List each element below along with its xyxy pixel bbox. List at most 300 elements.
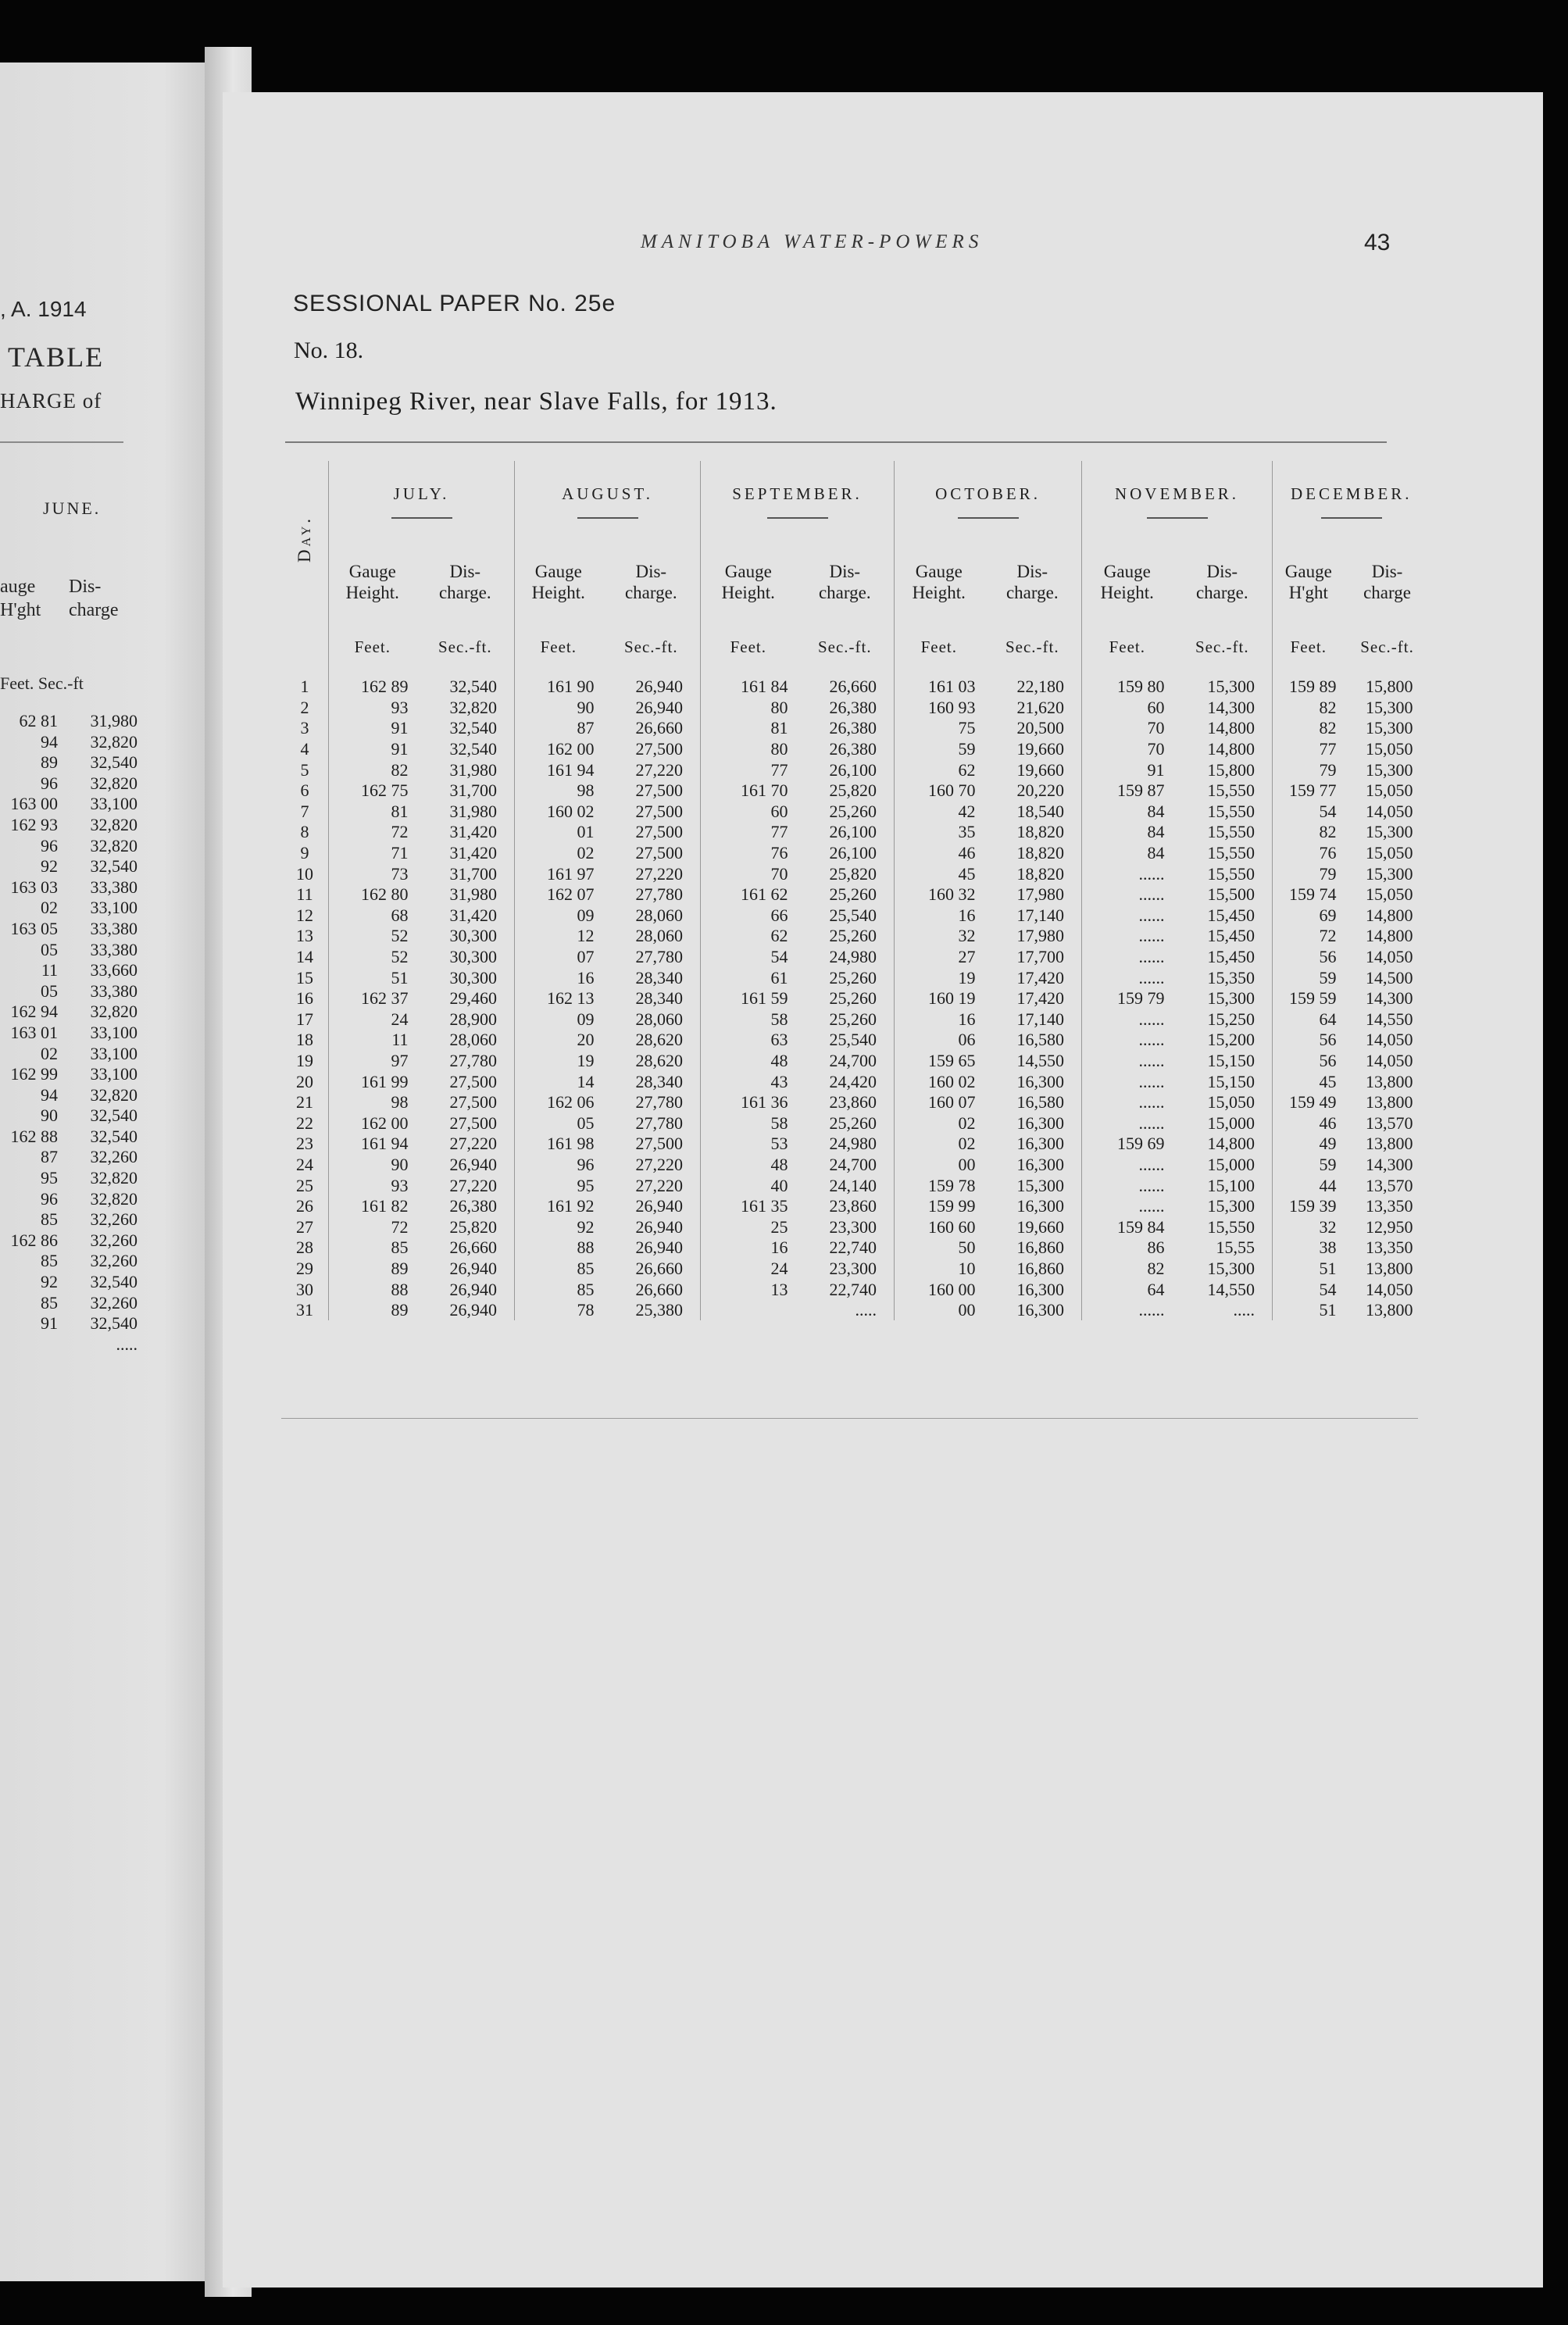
left-discharge-cell: 32,820 — [90, 773, 138, 793]
left-gauge-cell: 05 — [41, 980, 58, 1001]
gauge-height-cell: 88 — [329, 1279, 416, 1300]
gauge-height-cell: 97 — [329, 1051, 416, 1072]
table-body — [281, 677, 1430, 1320]
gauge-height-cell: 50 — [895, 1238, 984, 1259]
table-row — [281, 884, 1430, 905]
discharge-cell: 31,420 — [449, 843, 498, 863]
gauge-height-cell: 01 — [515, 822, 602, 843]
day-number: 1 — [281, 677, 329, 698]
day-number: 2 — [281, 698, 329, 719]
day-number: 4 — [281, 739, 329, 760]
gauge-height-cell: 86 — [1082, 1238, 1173, 1259]
discharge-cell: 25,540 — [829, 1030, 877, 1050]
discharge-cell: 27,780 — [635, 884, 684, 905]
table-row — [281, 1300, 1430, 1321]
day-number: 7 — [281, 802, 329, 823]
discharge-cell: 27,500 — [635, 739, 684, 759]
discharge-cell: 32,540 — [449, 718, 498, 738]
day-number: 23 — [281, 1134, 329, 1155]
table-row — [281, 967, 1430, 988]
gauge-height-cell: 159 78 — [895, 1175, 984, 1196]
discharge-cell: 15,300 — [1207, 988, 1255, 1009]
table-row — [281, 1238, 1430, 1259]
gauge-height-cell: 160 07 — [895, 1092, 984, 1113]
table-row — [281, 1092, 1430, 1113]
gauge-height-cell: ...... — [1082, 1051, 1173, 1072]
discharge-cell: 16,580 — [1016, 1092, 1065, 1112]
left-gauge-cell — [0, 1334, 58, 1355]
left-gauge-cell: 96 — [41, 835, 58, 855]
discharge-cell: 15,450 — [1207, 947, 1255, 967]
discharge-cell: 15,300 — [1207, 1196, 1255, 1216]
gauge-height-cell: 24 — [701, 1259, 796, 1280]
month-rule — [577, 517, 638, 519]
gauge-height-cell: 93 — [329, 698, 416, 719]
discharge-cell: 14,550 — [1366, 1009, 1413, 1029]
units-row — [281, 617, 1430, 677]
month-label-november: NOVEMBER. — [1114, 484, 1240, 503]
table-number: No. 18. — [294, 338, 364, 363]
gauge-height-cell: 161 97 — [515, 863, 602, 884]
left-gauge-cell: 85 — [41, 1292, 58, 1312]
discharge-cell: 28,340 — [635, 1071, 684, 1091]
gauge-height-cell: 52 — [329, 947, 416, 968]
table-row — [281, 1030, 1430, 1051]
gauge-height-cell: 12 — [515, 926, 602, 947]
left-gauge-cell: 162 88 — [10, 1126, 58, 1146]
gauge-height-cell: 05 — [515, 1112, 602, 1134]
discharge-cell: 20,500 — [1016, 718, 1065, 738]
discharge-cell: 15,300 — [1366, 759, 1413, 780]
gauge-height-cell: ...... — [1082, 947, 1173, 968]
month-rule — [767, 517, 828, 519]
gauge-height-cell: 54 — [701, 947, 796, 968]
month-rule — [1321, 517, 1382, 519]
day-number: 19 — [281, 1051, 329, 1072]
gauge-height-cell: 161 94 — [329, 1134, 416, 1155]
discharge-cell: 30,300 — [449, 967, 498, 988]
discharge-cell: 27,500 — [449, 1112, 498, 1133]
gauge-height-cell: 81 — [701, 718, 796, 739]
gauge-height-cell: 162 00 — [515, 739, 602, 760]
discharge-cell: 32,540 — [449, 739, 498, 759]
month-rule — [1147, 517, 1208, 519]
table-row — [281, 718, 1430, 739]
discharge-cell: 31,420 — [449, 905, 498, 925]
discharge-cell: 13,350 — [1366, 1196, 1413, 1216]
discharge-cell: 15,550 — [1207, 822, 1255, 842]
left-discharge-cell: 33,100 — [90, 794, 138, 814]
discharge-cell: 27,500 — [635, 822, 684, 842]
gauge-height-cell: 162 75 — [329, 780, 416, 802]
left-discharge-cell: 32,820 — [90, 1002, 138, 1022]
gauge-height-cell: 160 02 — [895, 1071, 984, 1092]
discharge-cell: 25,820 — [829, 780, 877, 801]
discharge-cell: 30,300 — [449, 947, 498, 967]
discharge-cell: 15,550 — [1207, 801, 1255, 821]
gauge-height-cell: 85 — [515, 1259, 602, 1280]
discharge-cell: 14,050 — [1366, 947, 1413, 967]
discharge-cell: 13,800 — [1366, 1071, 1413, 1091]
table-row — [281, 1175, 1430, 1196]
gauge-height-cell: 75 — [895, 718, 984, 739]
left-gauge-cell: 96 — [41, 773, 58, 793]
bottom-rule — [281, 1418, 1418, 1419]
gauge-height-header: Gauge Height. — [701, 547, 796, 617]
discharge-cell: 27,500 — [635, 801, 684, 821]
gauge-height-cell: 159 89 — [1273, 677, 1345, 698]
left-discharge-cell: 31,980 — [90, 711, 138, 730]
gauge-height-cell: 82 — [1273, 698, 1345, 719]
gauge-height-cell: 162 89 — [329, 677, 416, 698]
discharge-cell: 13,570 — [1366, 1112, 1413, 1133]
discharge-cell: 15,100 — [1207, 1175, 1255, 1195]
gauge-height-cell: ...... — [1082, 1155, 1173, 1176]
gauge-height-cell: ...... — [1082, 1175, 1173, 1196]
day-number: 9 — [281, 843, 329, 864]
gauge-height-cell: 159 87 — [1082, 780, 1173, 802]
discharge-cell: 27,500 — [449, 1071, 498, 1091]
discharge-cell: 14,550 — [1016, 1050, 1065, 1070]
left-discharge-header: Dis- charge — [69, 577, 119, 620]
discharge-cell: 26,940 — [449, 1154, 498, 1174]
gauge-height-cell: 46 — [1273, 1112, 1345, 1134]
month-label-july: JULY. — [393, 484, 450, 503]
left-gauge-header: auge H'ght — [0, 577, 41, 620]
gauge-height-cell: 161 59 — [701, 988, 796, 1009]
gauge-height-cell: 78 — [515, 1300, 602, 1321]
table-row — [281, 759, 1430, 780]
discharge-cell: 18,820 — [1016, 843, 1065, 863]
discharge-cell: 15,150 — [1207, 1071, 1255, 1091]
discharge-cell: 26,660 — [829, 677, 877, 697]
gauge-height-cell: 14 — [515, 1071, 602, 1092]
gauge-height-cell: 161 92 — [515, 1196, 602, 1217]
discharge-cell: 15,300 — [1366, 863, 1413, 884]
discharge-cell: ..... — [855, 1300, 877, 1320]
discharge-cell: 26,660 — [635, 1258, 684, 1278]
day-number: 22 — [281, 1112, 329, 1134]
gauge-height-cell: 95 — [515, 1175, 602, 1196]
discharge-cell: 25,260 — [829, 967, 877, 988]
discharge-cell: 25,820 — [449, 1216, 498, 1237]
gauge-height-cell: 32 — [1273, 1216, 1345, 1238]
gauge-height-cell: 92 — [515, 1216, 602, 1238]
gauge-height-cell: 54 — [1273, 802, 1345, 823]
gauge-height-cell: 48 — [701, 1051, 796, 1072]
gauge-height-cell: 72 — [329, 822, 416, 843]
feet-unit: Feet. — [895, 617, 984, 677]
left-gauge-cell: 94 — [41, 731, 58, 752]
gauge-height-cell: 159 77 — [1273, 780, 1345, 802]
discharge-cell: 26,380 — [829, 718, 877, 738]
left-discharge-cell: 32,540 — [90, 1126, 138, 1146]
gauge-height-cell: 77 — [1273, 739, 1345, 760]
gauge-height-cell: 162 80 — [329, 884, 416, 905]
discharge-cell: 15,500 — [1207, 884, 1255, 905]
discharge-cell: 17,140 — [1016, 905, 1065, 925]
discharge-cell: 26,940 — [635, 1216, 684, 1237]
feet-unit: Feet. — [515, 617, 602, 677]
gauge-height-cell: 160 70 — [895, 780, 984, 802]
discharge-table — [281, 461, 1430, 1320]
gauge-height-cell: 11 — [329, 1030, 416, 1051]
discharge-cell: 26,660 — [449, 1238, 498, 1258]
day-number: 29 — [281, 1259, 329, 1280]
gauge-height-cell: 76 — [701, 843, 796, 864]
gauge-height-cell: 56 — [1273, 1051, 1345, 1072]
discharge-cell: 23,860 — [829, 1092, 877, 1112]
discharge-cell: 22,740 — [829, 1279, 877, 1299]
gauge-height-cell: 98 — [329, 1092, 416, 1113]
left-gauge-cell: 89 — [41, 752, 58, 773]
gauge-height-header: Gauge Height. — [1082, 547, 1173, 617]
discharge-cell: 24,980 — [829, 1134, 877, 1154]
table-row — [281, 677, 1430, 698]
gauge-height-header: Gauge Height. — [895, 547, 984, 617]
discharge-cell: 16,300 — [1016, 1300, 1065, 1320]
day-number: 25 — [281, 1175, 329, 1196]
discharge-cell: 28,340 — [635, 988, 684, 1009]
left-gauge-cell: 62 81 — [19, 711, 58, 730]
month-rule — [391, 517, 452, 519]
month-header-october — [895, 461, 1082, 547]
table-row — [281, 1279, 1430, 1300]
gauge-height-cell: 51 — [329, 967, 416, 988]
gauge-height-cell: 79 — [1273, 863, 1345, 884]
gauge-height-cell: 38 — [1273, 1238, 1345, 1259]
discharge-cell: 22,180 — [1016, 677, 1065, 697]
left-discharge-cell: 33,380 — [90, 939, 138, 959]
table-row — [281, 863, 1430, 884]
day-number: 3 — [281, 718, 329, 739]
discharge-cell: 16,300 — [1016, 1279, 1065, 1299]
left-gauge-cell: 85 — [41, 1209, 58, 1230]
discharge-cell: 15,350 — [1207, 967, 1255, 988]
gauge-height-cell: 90 — [329, 1155, 416, 1176]
gauge-height-cell: 16 — [895, 1009, 984, 1030]
left-gauge-cell: 96 — [41, 1188, 58, 1209]
gauge-height-cell: 66 — [701, 905, 796, 927]
gauge-height-cell: 60 — [701, 802, 796, 823]
left-discharge-cell: 32,820 — [90, 1188, 138, 1209]
left-discharge-cell: 33,100 — [90, 1022, 138, 1042]
gauge-height-cell: 161 98 — [515, 1134, 602, 1155]
gauge-height-cell: 77 — [701, 822, 796, 843]
gauge-height-cell: 81 — [329, 802, 416, 823]
gauge-height-cell: 76 — [1273, 843, 1345, 864]
left-gauge-cell: 162 86 — [10, 1230, 58, 1250]
discharge-cell: 28,060 — [449, 1030, 498, 1050]
gauge-height-cell: 16 — [701, 1238, 796, 1259]
table-row — [281, 822, 1430, 843]
gauge-height-cell: 07 — [515, 947, 602, 968]
discharge-cell: 17,980 — [1016, 884, 1065, 905]
gauge-height-cell: 48 — [701, 1155, 796, 1176]
discharge-cell: 14,500 — [1366, 967, 1413, 988]
table-row — [281, 1134, 1430, 1155]
gauge-height-cell: 161 35 — [701, 1196, 796, 1217]
day-number: 11 — [281, 884, 329, 905]
discharge-cell: 17,420 — [1016, 988, 1065, 1009]
discharge-cell: 16,580 — [1016, 1030, 1065, 1050]
discharge-header: Dis- charge. — [1005, 562, 1059, 602]
gauge-height-cell: 70 — [701, 863, 796, 884]
gauge-height-cell: 09 — [515, 905, 602, 927]
secft-unit: Sec.-ft. — [623, 637, 678, 656]
sessional-paper: SESSIONAL PAPER No. 25e — [293, 291, 616, 316]
gauge-height-cell: 159 49 — [1273, 1092, 1345, 1113]
discharge-cell: 14,050 — [1366, 1050, 1413, 1070]
discharge-cell: 13,800 — [1366, 1134, 1413, 1154]
discharge-cell: 17,980 — [1016, 926, 1065, 946]
secft-unit: Sec.-ft. — [1195, 637, 1249, 656]
gauge-height-cell: 63 — [701, 1030, 796, 1051]
gauge-height-cell: 162 06 — [515, 1092, 602, 1113]
secft-unit: Sec.-ft. — [1360, 637, 1414, 656]
table-row — [281, 988, 1430, 1009]
table-row — [281, 1051, 1430, 1072]
gauge-height-cell: 80 — [701, 698, 796, 719]
gauge-height-cell: 72 — [329, 1216, 416, 1238]
gauge-height-cell: 162 00 — [329, 1112, 416, 1134]
left-gauge-cell: 163 05 — [10, 918, 58, 938]
gauge-height-cell: 40 — [701, 1175, 796, 1196]
month-rule — [958, 517, 1019, 519]
discharge-cell: 15,050 — [1366, 739, 1413, 759]
table-row — [281, 1112, 1430, 1134]
feet-unit: Feet. — [1273, 617, 1345, 677]
gauge-height-cell: 02 — [515, 843, 602, 864]
gauge-height-cell: 79 — [1273, 759, 1345, 780]
gauge-height-cell: 43 — [701, 1071, 796, 1092]
discharge-cell: 24,140 — [829, 1175, 877, 1195]
gauge-height-cell: 82 — [1082, 1259, 1173, 1280]
discharge-cell: 14,800 — [1366, 926, 1413, 946]
month-label-august: AUGUST. — [562, 484, 653, 503]
left-discharge-fragment: HARGE of — [0, 389, 102, 412]
left-gauge-cell: 05 — [41, 939, 58, 959]
table-row — [281, 739, 1430, 760]
discharge-cell: 27,780 — [635, 1092, 684, 1112]
day-number: 30 — [281, 1279, 329, 1300]
discharge-cell: 31,980 — [449, 759, 498, 780]
gauge-height-cell: 00 — [895, 1300, 984, 1321]
day-number: 12 — [281, 905, 329, 927]
discharge-cell: 27,220 — [635, 759, 684, 780]
left-discharge-cell: 33,100 — [90, 1043, 138, 1063]
discharge-cell: 25,260 — [829, 988, 877, 1009]
discharge-cell: 26,100 — [829, 822, 877, 842]
discharge-cell: 15,300 — [1207, 1258, 1255, 1278]
gauge-height-cell: ...... — [1082, 884, 1173, 905]
left-gauge-column — [0, 711, 58, 1355]
day-number: 8 — [281, 822, 329, 843]
gauge-height-cell: 13 — [701, 1279, 796, 1300]
gauge-height-cell: 159 99 — [895, 1196, 984, 1217]
discharge-cell: 16,300 — [1016, 1112, 1065, 1133]
left-gauge-cell: 162 99 — [10, 1064, 58, 1084]
gauge-height-header: Gauge Height. — [515, 547, 602, 617]
top-rule — [285, 441, 1387, 443]
discharge-cell: 27,500 — [635, 1134, 684, 1154]
gauge-height-cell: 58 — [701, 1009, 796, 1030]
gauge-height-cell: 161 36 — [701, 1092, 796, 1113]
day-number: 16 — [281, 988, 329, 1009]
discharge-cell: 14,800 — [1207, 1134, 1255, 1154]
left-discharge-cell: 32,820 — [90, 814, 138, 834]
left-discharge-cell: 33,660 — [90, 960, 138, 980]
left-discharge-cell: 33,380 — [90, 918, 138, 938]
discharge-header: Dis- charge. — [818, 562, 871, 602]
discharge-cell: 15,250 — [1207, 1009, 1255, 1029]
month-header-december — [1273, 461, 1430, 547]
gauge-height-cell: 56 — [1273, 947, 1345, 968]
gauge-height-cell: 25 — [701, 1216, 796, 1238]
discharge-cell: 25,820 — [829, 863, 877, 884]
discharge-cell: 15,150 — [1207, 1050, 1255, 1070]
discharge-cell: 22,740 — [829, 1238, 877, 1258]
table-row — [281, 926, 1430, 947]
discharge-cell: 26,100 — [829, 759, 877, 780]
left-discharge-cell: 32,820 — [90, 1084, 138, 1105]
discharge-cell: 28,060 — [635, 926, 684, 946]
left-year-fragment: , A. 1914 — [0, 297, 87, 321]
discharge-cell: 27,220 — [635, 1175, 684, 1195]
day-number: 28 — [281, 1238, 329, 1259]
left-gauge-cell: 90 — [41, 1105, 58, 1126]
gauge-height-cell: 06 — [895, 1030, 984, 1051]
gauge-height-cell: 53 — [701, 1134, 796, 1155]
day-number: 10 — [281, 863, 329, 884]
running-head: MANITOBA WATER-POWERS — [641, 231, 984, 252]
units-day-cell — [281, 617, 329, 677]
discharge-cell: 27,780 — [635, 1112, 684, 1133]
gauge-height-cell: 64 — [1273, 1009, 1345, 1030]
discharge-cell: 18,540 — [1016, 801, 1065, 821]
discharge-cell: 27,220 — [635, 863, 684, 884]
gauge-height-cell: 51 — [1273, 1259, 1345, 1280]
discharge-cell: 26,660 — [635, 1279, 684, 1299]
gauge-height-cell: 87 — [515, 718, 602, 739]
discharge-cell: 13,800 — [1366, 1258, 1413, 1278]
discharge-cell: 15,550 — [1207, 863, 1255, 884]
discharge-cell: 15,450 — [1207, 905, 1255, 925]
discharge-cell: 31,700 — [449, 863, 498, 884]
gauge-height-cell: 84 — [1082, 802, 1173, 823]
left-gauge-cell: 94 — [41, 1084, 58, 1105]
discharge-cell: 30,300 — [449, 926, 498, 946]
gauge-height-cell: 159 59 — [1273, 988, 1345, 1009]
gauge-height-cell: 159 80 — [1082, 677, 1173, 698]
discharge-cell: 32,820 — [449, 697, 498, 717]
day-number: 24 — [281, 1155, 329, 1176]
discharge-cell: 28,060 — [635, 1009, 684, 1029]
gauge-height-cell: ...... — [1082, 1196, 1173, 1217]
discharge-cell: 15,800 — [1207, 759, 1255, 780]
left-discharge-cell: 32,260 — [90, 1251, 138, 1271]
gauge-height-cell: 159 65 — [895, 1051, 984, 1072]
discharge-cell: 14,800 — [1366, 905, 1413, 925]
discharge-cell: 15,300 — [1366, 822, 1413, 842]
left-discharge-cell: 32,820 — [90, 731, 138, 752]
gauge-height-cell: ...... — [1082, 967, 1173, 988]
discharge-cell: 21,620 — [1016, 697, 1065, 717]
day-number: 18 — [281, 1030, 329, 1051]
gauge-height-cell: ...... — [1082, 1009, 1173, 1030]
gauge-height-cell: 54 — [1273, 1279, 1345, 1300]
left-discharge-cell: 33,100 — [90, 898, 138, 918]
